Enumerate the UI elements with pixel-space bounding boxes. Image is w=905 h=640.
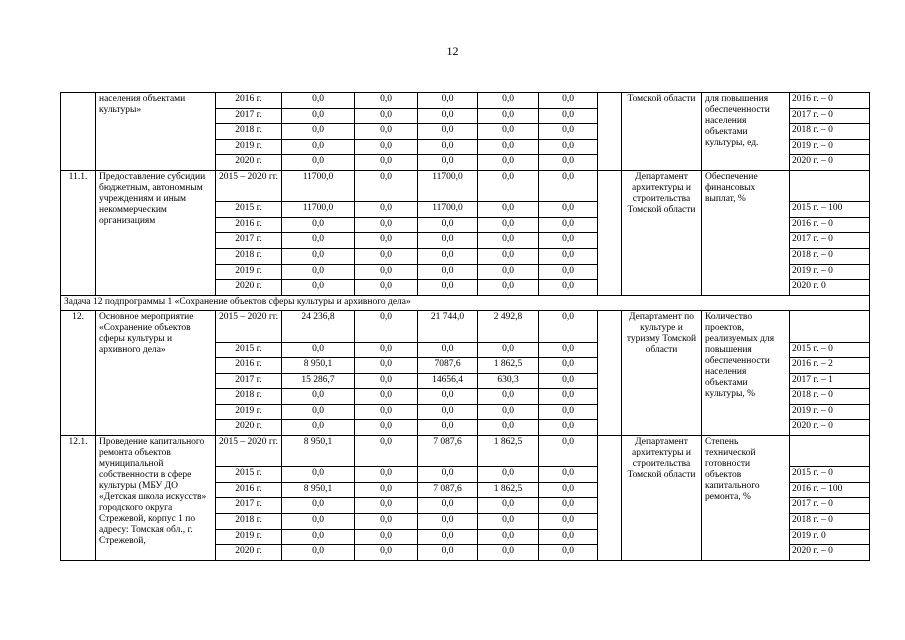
extrabudget-cell: 0,0: [539, 467, 598, 483]
local-cell: 0,0: [478, 155, 539, 171]
target-value-cell: 2018 г. – 0: [790, 514, 870, 530]
task-heading: Задача 12 подпрограммы 1 «Сохранение объектов сферы культуры и архивного дела»: [61, 295, 870, 311]
executor-cell: Департамент архитектуры и строительства Томской области: [622, 436, 702, 561]
total-cell: 11700,0: [282, 170, 355, 201]
table-row: [61, 93, 870, 109]
target-value-cell: 2019 г. – 0: [790, 139, 870, 155]
extrabudget-cell: 0,0: [539, 108, 598, 124]
table-row: [61, 170, 870, 201]
program-table: [60, 92, 870, 561]
year-cell: 2016 г.: [216, 93, 282, 109]
total-cell: 8 950,1: [282, 436, 355, 467]
local-cell: 0,0: [478, 124, 539, 140]
total-cell: 0,0: [282, 93, 355, 109]
local-cell: 0,0: [478, 202, 539, 218]
regional-cell: 0,0: [418, 342, 478, 358]
extrabudget-cell: 0,0: [539, 404, 598, 420]
regional-cell: 0,0: [418, 545, 478, 561]
indicator-cell: для повышения обеспеченности населения объектами культуры, ед.: [702, 93, 790, 171]
local-cell: 0,0: [478, 93, 539, 109]
federal-cell: 0,0: [355, 482, 418, 498]
target-value-cell: 2016 г. – 2: [790, 358, 870, 374]
federal-cell: 0,0: [355, 155, 418, 171]
year-cell: 2019 г.: [216, 139, 282, 155]
local-cell: 0,0: [478, 498, 539, 514]
extrabudget-cell: 0,0: [539, 248, 598, 264]
total-cell: 0,0: [282, 420, 355, 436]
year-cell: 2020 г.: [216, 420, 282, 436]
total-cell: 0,0: [282, 155, 355, 171]
extrabudget-cell: 0,0: [539, 545, 598, 561]
local-cell: 0,0: [478, 108, 539, 124]
federal-cell: 0,0: [355, 139, 418, 155]
indicator-cell: Количество проектов, реализуемых для повышения обеспеченности населения объектами культуры, %: [702, 311, 790, 436]
target-value-cell: 2019 г. – 0: [790, 264, 870, 280]
federal-cell: 0,0: [355, 311, 418, 342]
regional-cell: 0,0: [418, 467, 478, 483]
local-cell: 630,3: [478, 373, 539, 389]
activity-name: Предоставление субсидии бюджетным, автономным учреждениям и иным некоммерческим организациям: [96, 170, 216, 295]
year-cell: 2016 г.: [216, 358, 282, 374]
target-value-cell: 2016 г. – 0: [790, 217, 870, 233]
extrabudget-cell: 0,0: [539, 311, 598, 342]
federal-cell: 0,0: [355, 233, 418, 249]
regional-cell: 14656,4: [418, 373, 478, 389]
local-cell: 1 862,5: [478, 358, 539, 374]
regional-cell: 0,0: [418, 233, 478, 249]
total-cell: 15 286,7: [282, 373, 355, 389]
total-cell: 0,0: [282, 139, 355, 155]
extrabudget-cell: 0,0: [539, 482, 598, 498]
federal-cell: 0,0: [355, 514, 418, 530]
year-cell: 2020 г.: [216, 545, 282, 561]
blank-cell: [598, 170, 622, 295]
target-value-cell: [790, 170, 870, 201]
extrabudget-cell: 0,0: [539, 170, 598, 201]
blank-cell: [598, 436, 622, 561]
year-cell: 2015 г.: [216, 202, 282, 218]
regional-cell: 0,0: [418, 420, 478, 436]
executor-cell: Департамент по культуре и туризму Томской области: [622, 311, 702, 436]
local-cell: 0,0: [478, 514, 539, 530]
blank-cell: [598, 93, 622, 171]
federal-cell: 0,0: [355, 248, 418, 264]
local-cell: 0,0: [478, 545, 539, 561]
target-value-cell: 2018 г. – 0: [790, 248, 870, 264]
regional-cell: 7 087,6: [418, 436, 478, 467]
target-value-cell: 2018 г. – 0: [790, 389, 870, 405]
local-cell: 1 862,5: [478, 482, 539, 498]
local-cell: 0,0: [478, 280, 539, 296]
year-cell: 2019 г.: [216, 529, 282, 545]
total-cell: 0,0: [282, 264, 355, 280]
federal-cell: 0,0: [355, 264, 418, 280]
local-cell: 0,0: [478, 342, 539, 358]
target-value-cell: 2020 г. – 0: [790, 155, 870, 171]
regional-cell: 0,0: [418, 514, 478, 530]
extrabudget-cell: 0,0: [539, 514, 598, 530]
extrabudget-cell: 0,0: [539, 139, 598, 155]
federal-cell: 0,0: [355, 420, 418, 436]
extrabudget-cell: 0,0: [539, 280, 598, 296]
year-cell: 2017 г.: [216, 373, 282, 389]
total-cell: 0,0: [282, 248, 355, 264]
regional-cell: 11700,0: [418, 202, 478, 218]
local-cell: 0,0: [478, 217, 539, 233]
extrabudget-cell: 0,0: [539, 264, 598, 280]
extrabudget-cell: 0,0: [539, 529, 598, 545]
target-value-cell: 2017 г. – 1: [790, 373, 870, 389]
regional-cell: 11700,0: [418, 170, 478, 201]
local-cell: 0,0: [478, 389, 539, 405]
target-value-cell: 2017 г. – 0: [790, 108, 870, 124]
federal-cell: 0,0: [355, 436, 418, 467]
local-cell: 0,0: [478, 248, 539, 264]
total-cell: 24 236,8: [282, 311, 355, 342]
row-number: [61, 93, 96, 171]
federal-cell: 0,0: [355, 124, 418, 140]
extrabudget-cell: 0,0: [539, 233, 598, 249]
total-cell: 8 950,1: [282, 482, 355, 498]
total-cell: 0,0: [282, 389, 355, 405]
year-cell: 2018 г.: [216, 514, 282, 530]
total-cell: 0,0: [282, 467, 355, 483]
regional-cell: 0,0: [418, 529, 478, 545]
year-cell: 2017 г.: [216, 233, 282, 249]
indicator-cell: Обеспечение финансовых выплат, %: [702, 170, 790, 295]
total-cell: 0,0: [282, 404, 355, 420]
target-value-cell: 2015 г. – 0: [790, 342, 870, 358]
target-value-cell: 2016 г. – 100: [790, 482, 870, 498]
extrabudget-cell: 0,0: [539, 202, 598, 218]
task-heading-row: [61, 295, 870, 311]
federal-cell: 0,0: [355, 202, 418, 218]
row-number: 12.1.: [61, 436, 96, 561]
year-cell: 2018 г.: [216, 389, 282, 405]
local-cell: 2 492,8: [478, 311, 539, 342]
year-cell: 2015 – 2020 гг.: [216, 311, 282, 342]
local-cell: 0,0: [478, 404, 539, 420]
federal-cell: 0,0: [355, 545, 418, 561]
regional-cell: 0,0: [418, 498, 478, 514]
target-value-cell: [790, 311, 870, 342]
year-cell: 2018 г.: [216, 124, 282, 140]
year-cell: 2015 г.: [216, 342, 282, 358]
federal-cell: 0,0: [355, 529, 418, 545]
table-row: [61, 311, 870, 342]
total-cell: 0,0: [282, 529, 355, 545]
blank-cell: [598, 311, 622, 436]
target-value-cell: 2015 г. – 0: [790, 467, 870, 483]
year-cell: 2020 г.: [216, 155, 282, 171]
total-cell: 0,0: [282, 217, 355, 233]
federal-cell: 0,0: [355, 373, 418, 389]
total-cell: 11700,0: [282, 202, 355, 218]
extrabudget-cell: 0,0: [539, 124, 598, 140]
federal-cell: 0,0: [355, 404, 418, 420]
year-cell: 2016 г.: [216, 482, 282, 498]
federal-cell: 0,0: [355, 342, 418, 358]
federal-cell: 0,0: [355, 389, 418, 405]
extrabudget-cell: 0,0: [539, 358, 598, 374]
total-cell: 0,0: [282, 545, 355, 561]
local-cell: 0,0: [478, 170, 539, 201]
year-cell: 2017 г.: [216, 108, 282, 124]
executor-cell: Томской области: [622, 93, 702, 171]
total-cell: 0,0: [282, 233, 355, 249]
extrabudget-cell: 0,0: [539, 217, 598, 233]
federal-cell: 0,0: [355, 467, 418, 483]
year-cell: 2017 г.: [216, 498, 282, 514]
federal-cell: 0,0: [355, 217, 418, 233]
total-cell: 8 950,1: [282, 358, 355, 374]
regional-cell: 0,0: [418, 124, 478, 140]
extrabudget-cell: 0,0: [539, 436, 598, 467]
local-cell: 0,0: [478, 233, 539, 249]
federal-cell: 0,0: [355, 108, 418, 124]
total-cell: 0,0: [282, 342, 355, 358]
target-value-cell: 2015 г. – 100: [790, 202, 870, 218]
regional-cell: 0,0: [418, 389, 478, 405]
local-cell: 1 862,5: [478, 436, 539, 467]
local-cell: 0,0: [478, 420, 539, 436]
target-value-cell: 2018 г. – 0: [790, 124, 870, 140]
year-cell: 2016 г.: [216, 217, 282, 233]
regional-cell: 0,0: [418, 93, 478, 109]
year-cell: 2018 г.: [216, 248, 282, 264]
target-value-cell: 2016 г. – 0: [790, 93, 870, 109]
year-cell: 2020 г.: [216, 280, 282, 296]
regional-cell: 0,0: [418, 248, 478, 264]
regional-cell: 0,0: [418, 217, 478, 233]
federal-cell: 0,0: [355, 93, 418, 109]
row-number: 11.1.: [61, 170, 96, 295]
extrabudget-cell: 0,0: [539, 498, 598, 514]
page-number: 12: [446, 44, 459, 58]
regional-cell: 0,0: [418, 264, 478, 280]
target-value-cell: 2020 г. 0: [790, 280, 870, 296]
target-value-cell: 2020 г. – 0: [790, 420, 870, 436]
target-value-cell: 2019 г. – 0: [790, 404, 870, 420]
regional-cell: 7087,6: [418, 358, 478, 374]
regional-cell: 21 744,0: [418, 311, 478, 342]
local-cell: 0,0: [478, 529, 539, 545]
regional-cell: 0,0: [418, 280, 478, 296]
activity-name: населения объектами культуры»: [96, 93, 216, 171]
regional-cell: 0,0: [418, 139, 478, 155]
target-value-cell: 2017 г. – 0: [790, 233, 870, 249]
executor-cell: Департамент архитектуры и строительства Томской области: [622, 170, 702, 295]
extrabudget-cell: 0,0: [539, 342, 598, 358]
extrabudget-cell: 0,0: [539, 373, 598, 389]
target-value-cell: 2020 г. – 0: [790, 545, 870, 561]
federal-cell: 0,0: [355, 170, 418, 201]
year-cell: 2015 – 2020 гг.: [216, 436, 282, 467]
year-cell: 2019 г.: [216, 404, 282, 420]
year-cell: 2015 г.: [216, 467, 282, 483]
target-value-cell: [790, 436, 870, 467]
regional-cell: 0,0: [418, 108, 478, 124]
local-cell: 0,0: [478, 139, 539, 155]
year-cell: 2019 г.: [216, 264, 282, 280]
local-cell: 0,0: [478, 264, 539, 280]
federal-cell: 0,0: [355, 358, 418, 374]
total-cell: 0,0: [282, 108, 355, 124]
extrabudget-cell: 0,0: [539, 389, 598, 405]
row-number: 12.: [61, 311, 96, 436]
federal-cell: 0,0: [355, 280, 418, 296]
extrabudget-cell: 0,0: [539, 93, 598, 109]
regional-cell: 0,0: [418, 404, 478, 420]
activity-name: Проведение капитального ремонта объектов муниципальной собственности в сфере культуры (МБУ ДО «Детская школа искусств» городского округа Стрежевой, корпус 1 по адресу: Томская обл., г. Стрежевой,: [96, 436, 216, 561]
total-cell: 0,0: [282, 280, 355, 296]
year-cell: 2015 – 2020 гг.: [216, 170, 282, 201]
local-cell: 0,0: [478, 467, 539, 483]
regional-cell: 0,0: [418, 155, 478, 171]
target-value-cell: 2017 г. – 0: [790, 498, 870, 514]
regional-cell: 7 087,6: [418, 482, 478, 498]
activity-name: Основное мероприятие «Сохранение объектов сферы культуры и архивного дела»: [96, 311, 216, 436]
table-row: [61, 436, 870, 467]
target-value-cell: 2019 г. 0: [790, 529, 870, 545]
total-cell: 0,0: [282, 498, 355, 514]
federal-cell: 0,0: [355, 498, 418, 514]
indicator-cell: Степень технической готовности объектов капитального ремонта, %: [702, 436, 790, 561]
extrabudget-cell: 0,0: [539, 155, 598, 171]
extrabudget-cell: 0,0: [539, 420, 598, 436]
total-cell: 0,0: [282, 124, 355, 140]
total-cell: 0,0: [282, 514, 355, 530]
